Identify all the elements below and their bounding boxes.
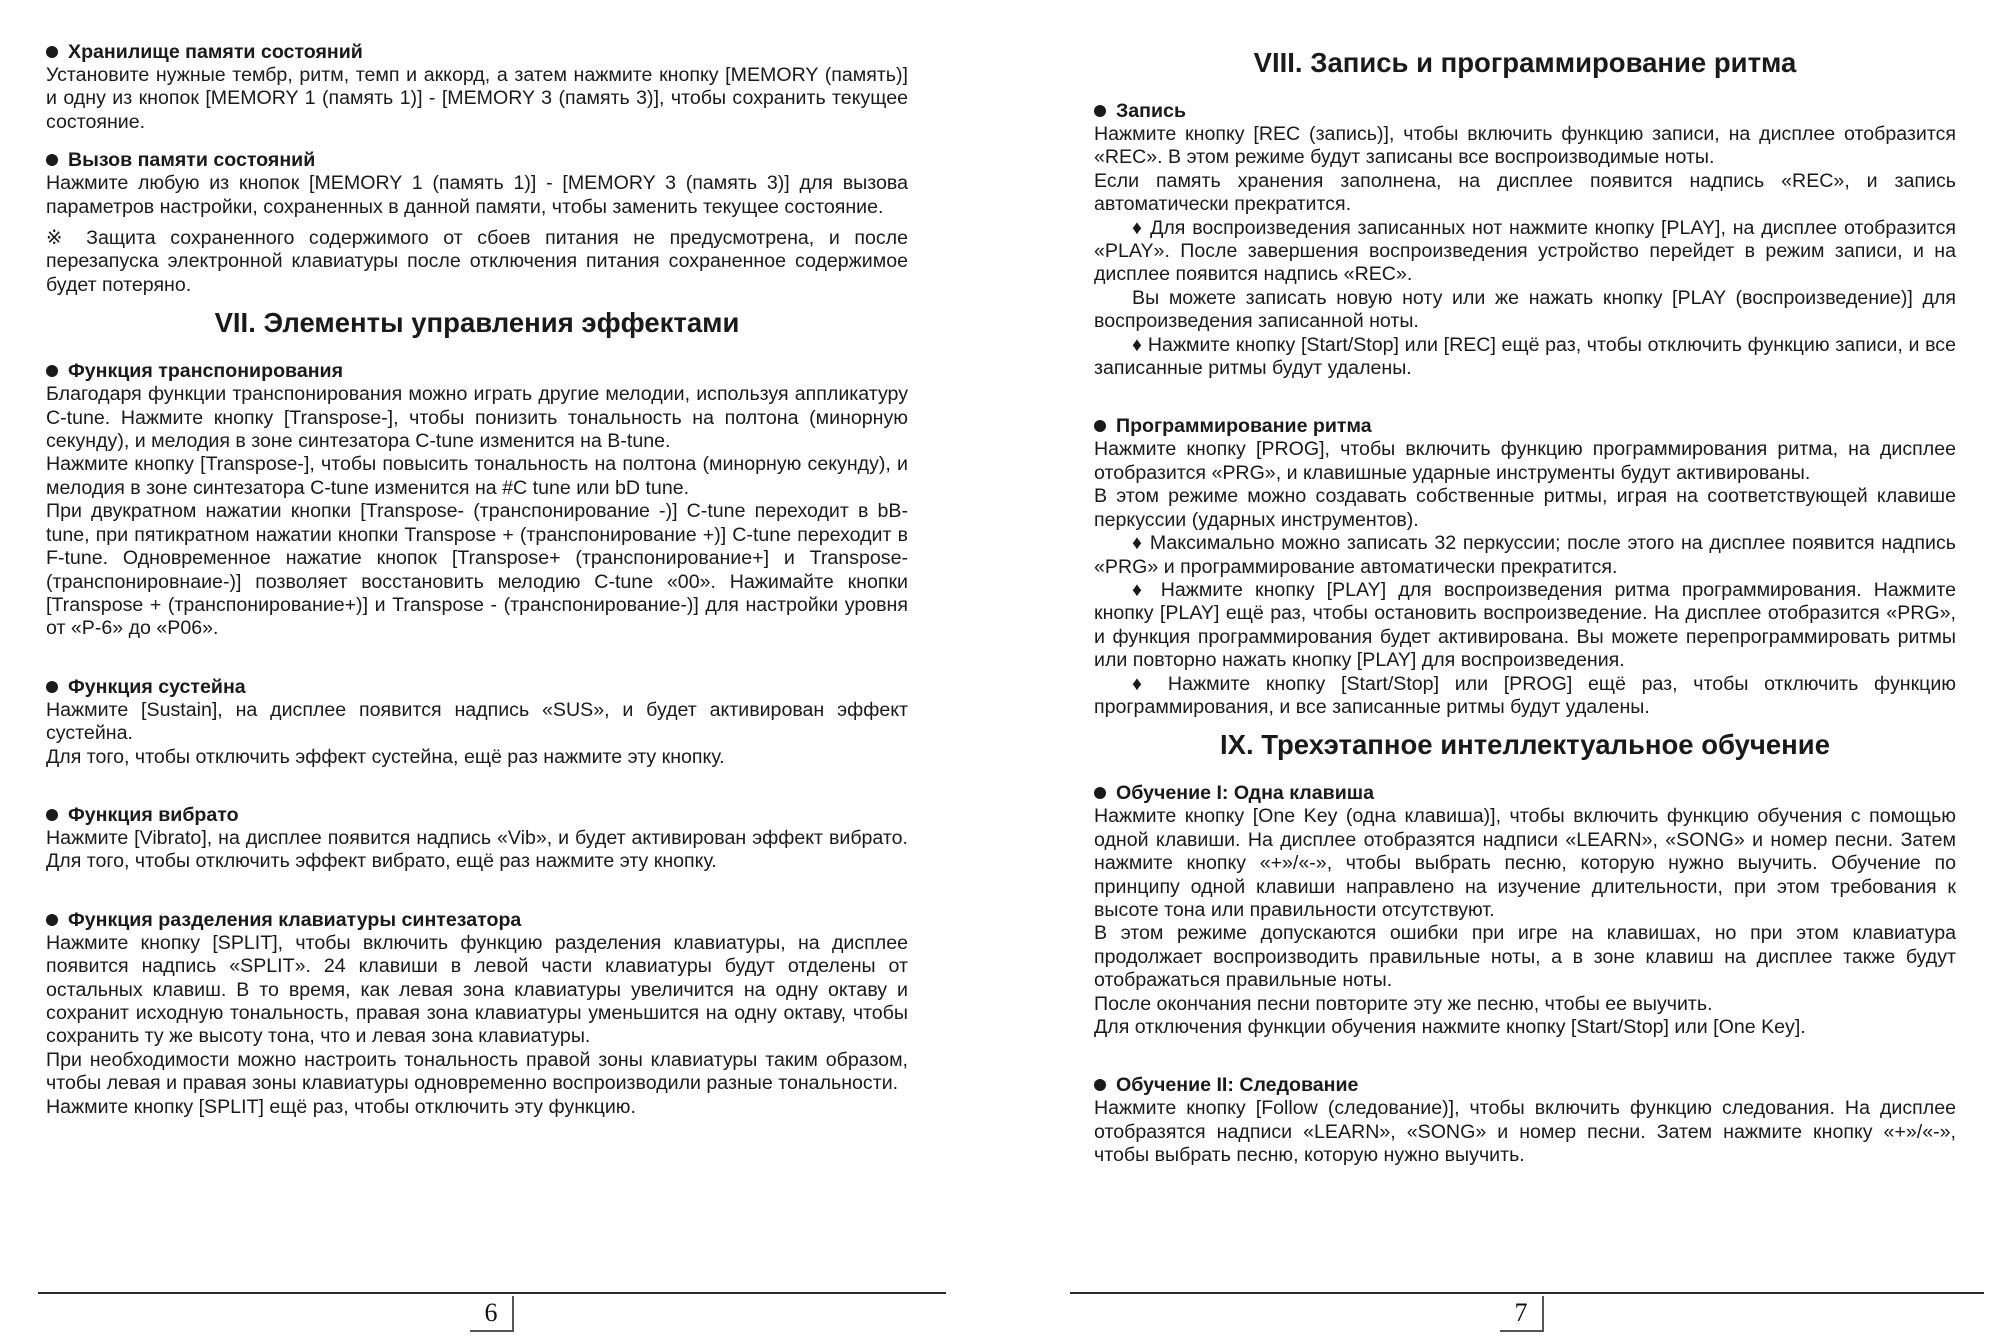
learn1-text-1: Нажмите кнопку [One Key (одна клавиша)], чтобы включить функцию обучения с помощью одной клавиши. На дисплее отобразятся надписи «LEARN», «SONG» и номер песни. Затем нажмите кнопку «+»/«-», чтобы выбрать песню, которую нужно выучить. Обучение по принципу одной клавиши направлено на изучение длительности, при этом требования к высоте тона или правильности отсутствуют. (1094, 805, 1956, 921)
learn1-text-2: В этом режиме допускаются ошибки при игре на клавишах, но при этом клавиатура продолжает воспроизводить правильные ноты, а в зоне клавиш на дисплее также будут отображаться правильные ноты. (1094, 922, 1956, 992)
page-number: 6 (470, 1296, 514, 1332)
record-heading: Запись (1094, 99, 1956, 123)
record-text-2: Если память хранения заполнена, на дисплее появится надпись «REC», и запись автоматически прекратится. (1094, 169, 1956, 216)
record-text-3: ♦ Для воспроизведения записанных нот нажмите кнопку [PLAY], на дисплее отобразится «PLAY». После завершения воспроизведения устройство перейдет в режим записи, и на дисплее появится надпись «REC». (1094, 216, 1956, 286)
bullet-icon (46, 809, 58, 821)
sustain-heading: Функция сустейна (46, 675, 908, 699)
bullet-icon (46, 681, 58, 693)
bullet-icon (46, 914, 58, 926)
bullet-icon (46, 46, 58, 58)
memory-recall-heading: Вызов памяти состояний (46, 148, 908, 172)
rhythm-heading: Программирование ритма (1094, 414, 1956, 438)
memory-recall-text: Нажмите любую из кнопок [MEMORY 1 (память 1)] - [MEMORY 3 (память 3)] для вызова параметров настройки, сохраненных в данной памяти, чтобы заменить текущее состояние. (46, 172, 908, 218)
memory-store-text: Установите нужные тембр, ритм, темп и аккорд, а затем нажмите кнопку [MEMORY (память)] и одну из кнопок [MEMORY 1 (память 1)] - [MEMORY 3 (память 3)], чтобы сохранить текущее состояние. (46, 64, 908, 133)
learn2-heading: Обучение II: Следование (1094, 1073, 1956, 1097)
bullet-icon (1094, 1079, 1106, 1091)
rhythm-text-2: В этом режиме можно создавать собственные ритмы, играя на соответствующей клавише перкуссии (ударных инструментов). (1094, 485, 1956, 531)
bullet-icon (1094, 787, 1106, 799)
section-8-title: VIII. Запись и программирование ритма (1253, 47, 1797, 78)
split-text-3: Нажмите кнопку [SPLIT] ещё раз, чтобы отключить эту функцию. (46, 1095, 636, 1118)
transpose-text-1: Благодаря функции транспонирования можно играть другие мелодии, используя аппликатуру C-tune. Нажмите кнопку [Transpose-], чтобы понизить тональность на полтона (минорную секунду), и мелодия в зоне синтезатора C-tune изменится на B-tune. (46, 383, 908, 453)
rhythm-text-5: ♦ Нажмите кнопку [Start/Stop] или [PROG] ещё раз, чтобы отключить функцию программирования, и все записанные ритмы будут удалены. (1094, 672, 1956, 718)
transpose-text-2: Нажмите кнопку [Transpose-], чтобы повысить тональность на полтона (минорную секунду), и мелодия в зоне синтезатора C-tune изменится на #C tune или bD tune. (46, 453, 908, 499)
learn2-text-1: Нажмите кнопку [Follow (следование)], чтобы включить функцию следования. На дисплее отобразятся надписи «LEARN», «SONG» и номер песни. Затем нажмите кнопку «+»/«-», чтобы выбрать песню, которую нужно выучить. (1094, 1097, 1956, 1167)
learn1-heading: Обучение I: Одна клавиша (1094, 781, 1956, 805)
record-text-4: Вы можете записать новую ноту или же нажать кнопку [PLAY (воспроизведение)] для воспроизведения записанной ноты. (1094, 286, 1956, 333)
bullet-icon (46, 154, 58, 166)
rhythm-text-1: Нажмите кнопку [PROG], чтобы включить функцию программирования ритма, на дисплее отобразится «PRG», и клавишные ударные инструменты будут активированы. (1094, 438, 1956, 484)
sustain-text-2: Для того, чтобы отключить эффект сустейна, ещё раз нажмите эту кнопку. (46, 745, 725, 768)
bullet-icon (1094, 420, 1106, 432)
power-note: ※ Защита сохраненного содержимого от сбоев питания не предусмотрена, и после перезапуска электронной клавиатуры после отключения питания сохраненное содержимое будет потеряно. (46, 227, 908, 296)
bullet-icon (46, 365, 58, 377)
page-number: 7 (1500, 1296, 1544, 1332)
split-text-2: При необходимости можно настроить тональность правой зоны клавиатуры таким образом, чтобы левая и правая зоны клавиатуры одновременно воспроизводили разные тональности. (46, 1048, 908, 1095)
record-text-1: Нажмите кнопку [REC (запись)], чтобы включить функцию записи, на дисплее отобразится «REC». В этом режиме будут записаны все воспроизводимые ноты. (1094, 123, 1956, 169)
transpose-text-3: При двукратном нажатии кнопки [Transpose- (транспонирование -)] C-tune переходит в bB-tune, при пятикратном нажатии кнопки Transpose + (транспонирование +)] C-tune переходит в F-tune. Одновременное нажатие кнопок [Transpose+ (транспонирование+] и Transpose- (транспонировнаие-)] позволяет восстановить мелодию C-tune «00». Нажимайте кнопки [Transpose + (транспонирование+)] и Transpose - (транспонирование-)] для настройки уровня от «P-6» до «P06». (46, 500, 908, 640)
page-7 (1000, 0, 2000, 1340)
learn1-text-3: После окончания песни повторите эту же песню, чтобы ее выучить. (1094, 992, 1713, 1015)
rhythm-text-4: ♦ Нажмите кнопку [PLAY] для воспроизведения ритма программирования. Нажмите кнопку [PLAY] ещё раз, чтобы остановить воспроизведение. На дисплее отобразится «PRG», и функция программирования будет активирована. Вы можете перепрограммировать ритмы или повторно нажать кнопку [PLAY] для воспроизведения. (1094, 578, 1956, 672)
memory-store-heading: Хранилище памяти состояний (46, 40, 908, 64)
footer-rule (38, 1292, 946, 1294)
split-text-1: Нажмите кнопку [SPLIT], чтобы включить функцию разделения клавиатуры, на дисплее появится надпись «SPLIT». 24 клавиши в левой части клавиатуры будут отделены от остальных клавиш. В то время, как левая зона клавиатуры увеличится на одну октаву и сохранит исходную тональность, правая зона клавиатуры уменьшится на одну октаву, чтобы сохранить ту же высоту тона, что и левая зона клавиатуры. (46, 931, 908, 1048)
rhythm-text-3: ♦ Максимально можно записать 32 перкуссии; после этого на дисплее появится надпись «PRG» и программирование автоматически прекратится. (1094, 532, 1956, 578)
right-column (1094, 45, 1956, 1168)
vibrato-heading: Функция вибрато (46, 803, 908, 827)
footer-rule (1070, 1292, 1984, 1294)
learn1-text-4: Для отключения функции обучения нажмите кнопку [Start/Stop] или [One Key]. (1094, 1016, 1806, 1038)
sustain-text-1: Нажмите [Sustain], на дисплее появится надпись «SUS», и будет активирован эффект сустейна. (46, 698, 908, 745)
section-7-title: VII. Элементы управления эффектами (214, 307, 740, 339)
transpose-heading: Функция транспонирования (46, 359, 908, 383)
bullet-icon (1094, 105, 1106, 117)
record-text-5: ♦ Нажмите кнопку [Start/Stop] или [REC] ещё раз, чтобы отключить функцию записи, и все записанные ритмы будут удалены. (1094, 333, 1956, 380)
split-heading: Функция разделения клавиатуры синтезатора (46, 908, 908, 932)
left-column (46, 40, 908, 1119)
vibrato-text: Нажмите [Vibrato], на дисплее появится надпись «Vib», и будет активирован эффект вибрато. Для того, чтобы отключить эффект вибрато, ещё раз нажмите эту кнопку. (46, 826, 908, 873)
section-9-title: IX. Трехэтапное интеллектуальное обучение (1219, 729, 1830, 761)
